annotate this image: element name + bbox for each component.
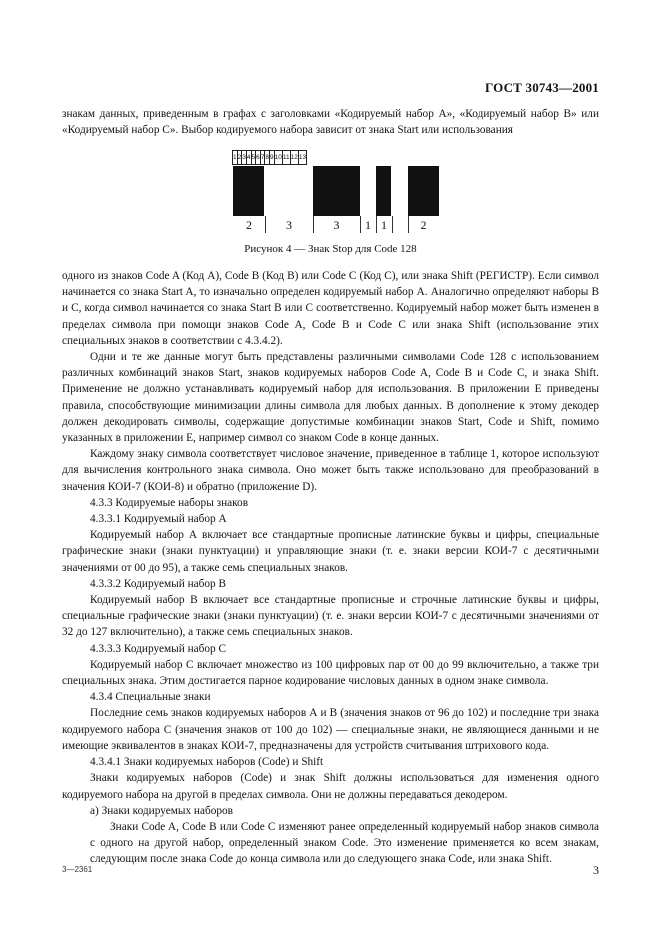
page-number: 3: [593, 863, 599, 877]
element-width: 3: [333, 218, 340, 232]
section-heading: 4.3.4.1 Знаки кодируемых наборов (Code) и Shift: [90, 756, 324, 769]
module-number: 2: [237, 151, 242, 165]
bar: [233, 166, 264, 216]
module-number: 7: [260, 151, 265, 165]
module-number: 3: [242, 151, 247, 165]
printing-note: 3—2361: [62, 865, 93, 874]
element-width: 2: [420, 218, 427, 232]
module-number: 11: [282, 151, 290, 165]
paragraph: Последние семь знаков кодируемых наборов А и В (значения знаков от 96 до 102) и последние три знака кодируемого набора С (значения знаков от 100 до 102) — специальные знаки, не являющиеся данными и не имеющие эквивалентов в знаках КОИ-7, предназначены для устройств считывания штрихового кода.: [62, 707, 599, 752]
paragraph: одного из знаков Code A (Код А), Code B (Код В) или Code C (Код С), или знака Shift (РЕГИСТР). Если символ начинается со знака Start A, то изначально определен кодируемый набор А. Аналогично определяют наборы В и С, когда символ начинается со знака Start B или С соответственно. Кодируемый набор может быть изменен в пределах символа при помощи знаков Code A, Code B и Code C или знака Shift (использование этих специальных знаков в соответствии с 4.3.4.2).: [62, 270, 599, 347]
section-heading: 4.3.3.3 Кодируемый набор С: [90, 642, 227, 655]
divider: [392, 216, 393, 233]
module-number: 5: [251, 151, 256, 165]
module-number: 6: [256, 151, 261, 165]
bar: [408, 166, 439, 216]
element-width: 2: [246, 218, 252, 232]
section-heading: 4.3.3.2 Кодируемый набор В: [90, 577, 227, 590]
module-number: 4: [246, 151, 251, 165]
bar: [313, 166, 360, 216]
element-width: 1: [365, 218, 371, 232]
list-item-label: а) Знаки кодируемых наборов: [90, 804, 234, 817]
paragraph: Каждому знаку символа соответствует числовое значение, приведенное в таблице 1, которое используют для вычисления контрольного знака символа. Оно может быть также использовано для преобразований в значения КОИ-7 (КОИ-8) и обратно (приложение D).: [62, 448, 599, 493]
page-header: ГОСТ 30743—2001: [484, 80, 599, 95]
module-number: 1: [233, 151, 238, 165]
module-number: 8: [265, 151, 270, 165]
paragraph: Кодируемый набор С включает множество из 100 цифровых пар от 00 до 99 включительно, а также три специальных знака. Этим достигается парное кодирование числовых данных в одном знаке символа.: [62, 658, 599, 688]
module-number: 12: [290, 151, 298, 165]
module-number: 13: [298, 151, 306, 165]
bar: [376, 166, 391, 216]
section-heading: 4.3.3.1 Кодируемый набор А: [90, 513, 227, 526]
paragraph: Одни и те же данные могут быть представлены различными символами Code 128 с использованием различных комбинаций знаков Start, знаков кодируемых наборов Code A, Code B и Code C, и знака Shift. Применение не должно устанавливать кодируемый набор для использования. В приложении Е приведены правила, способствующие минимизации длины символа для любых данных. В дополнение к этому декодер должен декодировать символы, содержащие допустимые комбинации знаков Start, Code и Shift, помимо указанных в приложении Е, например символ со знаком Code в конце данных.: [62, 351, 599, 445]
element-width: 1: [381, 218, 387, 232]
body-text: [62, 268, 599, 868]
paragraph: Кодируемый набор А включает все стандартные прописные латинские буквы и цифры, специальные графические знаки (знаки пунктуации) и управляющие знаки (т. е. знаки версии КОИ-7 с десятичными значениями от 00 до 95), а также семь специальных знаков.: [62, 529, 599, 574]
module-number: 9: [270, 151, 275, 165]
section-heading: 4.3.4 Специальные знаки: [90, 691, 211, 704]
paragraph: Знаки кодируемых наборов (Code) и знак Shift должны использоваться для изменения одного кодируемого набора на другой в пределах символа. Они не должны передаваться декодером.: [62, 772, 599, 801]
paragraph: Кодируемый набор В включает все стандартные прописные и строчные латинские буквы и цифры, специальные графические знаки (знаки пунктуации) (т. е. знаки версии КОИ-7 с десятичными значениями от 32 до 127 включительно), а также семь специальных знаков.: [62, 594, 599, 639]
module-number: 10: [274, 151, 282, 165]
intro-paragraph: [62, 106, 599, 138]
element-width: 3: [286, 218, 292, 232]
paragraph: знакам данных, приведенным в графах с заголовками «Кодируемый набор А», «Кодируемый набор В» или «Кодируемый набор С». Выбор кодируемого набора зависит от знака Start или использования: [62, 108, 599, 137]
figure-caption: Рисунок 4 — Знак Stop для Code 128: [244, 243, 417, 255]
section-heading: 4.3.3 Кодируемые наборы знаков: [90, 496, 249, 509]
module-number-row: [232, 150, 307, 165]
paragraph: Знаки Code A, Code B или Code C изменяют ранее определенный кодируемый набор знаков символа с одного на другой набор, определенный знаком Code. Это изменение применяется ко всем знакам, следующим после знака Code до конца символа или до следующего знака Code, или знака Shift.: [90, 820, 599, 866]
